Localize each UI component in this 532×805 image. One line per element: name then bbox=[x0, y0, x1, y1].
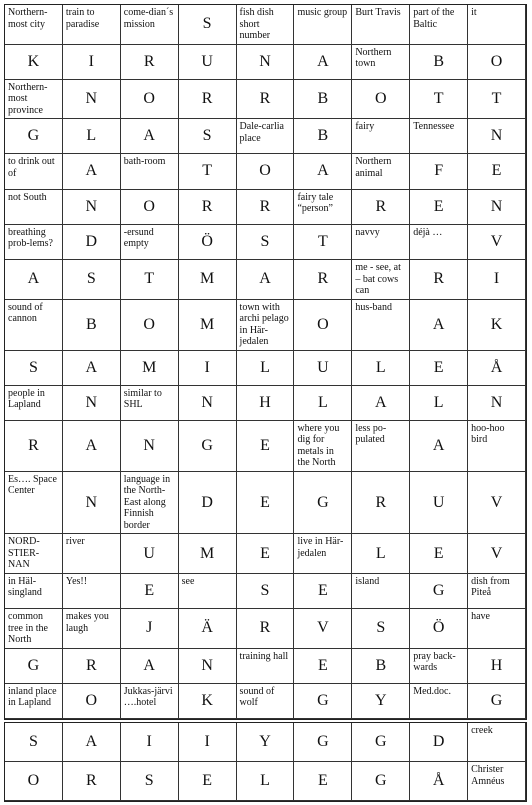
clue-cell[interactable]: NORD-STIER-NAN bbox=[5, 534, 63, 574]
letter-cell[interactable]: I bbox=[63, 45, 121, 80]
letter-cell[interactable]: B bbox=[352, 649, 410, 684]
letter-cell[interactable]: O bbox=[63, 684, 121, 719]
clue-cell[interactable]: pray back-wards bbox=[410, 649, 468, 684]
clue-cell[interactable]: Yes!! bbox=[63, 574, 121, 609]
letter-cell[interactable]: G bbox=[468, 684, 526, 719]
letter-cell[interactable]: U bbox=[179, 45, 237, 80]
letter-cell[interactable]: U bbox=[410, 472, 468, 535]
letter-cell[interactable]: N bbox=[179, 649, 237, 684]
clue-cell[interactable]: makes you laugh bbox=[63, 609, 121, 649]
letter-cell[interactable]: A bbox=[410, 421, 468, 472]
letter-cell[interactable]: V bbox=[468, 534, 526, 574]
clue-cell[interactable]: Northern-most province bbox=[5, 80, 63, 120]
letter-cell[interactable]: A bbox=[294, 45, 352, 80]
letter-cell[interactable]: R bbox=[179, 190, 237, 225]
letter-cell[interactable]: Ä bbox=[179, 609, 237, 649]
clue-cell[interactable]: breathing prob-lems? bbox=[5, 225, 63, 260]
clue-cell[interactable]: fairy tale “person” bbox=[294, 190, 352, 225]
letter-cell[interactable]: N bbox=[468, 119, 526, 154]
letter-cell[interactable]: M bbox=[179, 534, 237, 574]
clue-cell[interactable]: Northern animal bbox=[352, 154, 410, 189]
letter-cell[interactable]: A bbox=[63, 723, 121, 762]
letter-cell[interactable]: N bbox=[63, 472, 121, 535]
letter-cell[interactable]: L bbox=[294, 386, 352, 421]
letter-cell[interactable]: S bbox=[121, 762, 179, 801]
clue-cell[interactable]: Jukkas-järvi ….hotel bbox=[121, 684, 179, 719]
clue-cell[interactable]: Tennessee bbox=[410, 119, 468, 154]
letter-cell[interactable]: L bbox=[63, 119, 121, 154]
clue-cell[interactable]: fish dish short number bbox=[237, 5, 295, 45]
letter-cell[interactable]: E bbox=[410, 534, 468, 574]
letter-cell[interactable]: G bbox=[294, 723, 352, 762]
letter-cell[interactable]: N bbox=[63, 80, 121, 120]
letter-cell[interactable]: E bbox=[237, 472, 295, 535]
clue-cell[interactable]: not South bbox=[5, 190, 63, 225]
letter-cell[interactable]: Y bbox=[352, 684, 410, 719]
letter-cell[interactable]: O bbox=[121, 80, 179, 120]
letter-cell[interactable]: K bbox=[5, 45, 63, 80]
clue-cell[interactable]: come-dian´s mission bbox=[121, 5, 179, 45]
clue-cell[interactable]: music group bbox=[294, 5, 352, 45]
letter-cell[interactable]: S bbox=[237, 225, 295, 260]
letter-cell[interactable]: E bbox=[410, 190, 468, 225]
letter-cell[interactable]: F bbox=[410, 154, 468, 189]
letter-cell[interactable]: R bbox=[237, 190, 295, 225]
letter-cell[interactable]: R bbox=[410, 260, 468, 300]
clue-cell[interactable]: people in Lapland bbox=[5, 386, 63, 421]
clue-cell[interactable]: island bbox=[352, 574, 410, 609]
letter-cell[interactable]: U bbox=[121, 534, 179, 574]
letter-cell[interactable]: E bbox=[237, 421, 295, 472]
letter-cell[interactable]: T bbox=[468, 80, 526, 120]
clue-cell[interactable]: to drink out of bbox=[5, 154, 63, 189]
clue-cell[interactable]: in Häl-singland bbox=[5, 574, 63, 609]
clue-cell[interactable]: Christer Amnéus bbox=[468, 762, 526, 801]
letter-cell[interactable]: Y bbox=[237, 723, 295, 762]
clue-cell[interactable]: where you dig for metals in the North bbox=[294, 421, 352, 472]
letter-cell[interactable]: N bbox=[468, 190, 526, 225]
clue-cell[interactable]: town with archi pelago in Här-jedalen bbox=[237, 300, 295, 351]
letter-cell[interactable]: O bbox=[352, 80, 410, 120]
letter-cell[interactable]: T bbox=[121, 260, 179, 300]
clue-cell[interactable]: language in the North-East along Finnish border bbox=[121, 472, 179, 535]
letter-cell[interactable]: K bbox=[468, 300, 526, 351]
letter-cell[interactable]: G bbox=[5, 119, 63, 154]
clue-cell[interactable]: dish from Piteå bbox=[468, 574, 526, 609]
letter-cell[interactable]: A bbox=[237, 260, 295, 300]
clue-cell[interactable]: creek bbox=[468, 723, 526, 762]
clue-cell[interactable]: part of the Baltic bbox=[410, 5, 468, 45]
letter-cell[interactable]: R bbox=[63, 649, 121, 684]
clue-cell[interactable]: Dale-carlia place bbox=[237, 119, 295, 154]
letter-cell[interactable]: E bbox=[121, 574, 179, 609]
letter-cell[interactable]: M bbox=[121, 351, 179, 386]
clue-cell[interactable]: Med.doc. bbox=[410, 684, 468, 719]
letter-cell[interactable]: A bbox=[63, 154, 121, 189]
letter-cell[interactable]: L bbox=[410, 386, 468, 421]
clue-cell[interactable]: inland place in Lapland bbox=[5, 684, 63, 719]
letter-cell[interactable]: B bbox=[410, 45, 468, 80]
letter-cell[interactable]: R bbox=[237, 80, 295, 120]
letter-cell[interactable]: R bbox=[121, 45, 179, 80]
clue-cell[interactable]: Es…. Space Center bbox=[5, 472, 63, 535]
letter-cell[interactable]: V bbox=[468, 472, 526, 535]
clue-cell[interactable]: it bbox=[468, 5, 526, 45]
letter-cell[interactable]: Å bbox=[410, 762, 468, 801]
letter-cell[interactable]: R bbox=[5, 421, 63, 472]
letter-cell[interactable]: R bbox=[352, 472, 410, 535]
crossword-footer-grid bbox=[4, 722, 527, 802]
letter-cell[interactable]: M bbox=[179, 300, 237, 351]
letter-cell[interactable]: A bbox=[352, 386, 410, 421]
clue-cell[interactable]: train to paradise bbox=[63, 5, 121, 45]
clue-cell[interactable]: bath-room bbox=[121, 154, 179, 189]
letter-cell[interactable]: H bbox=[468, 649, 526, 684]
letter-cell[interactable]: R bbox=[294, 260, 352, 300]
letter-cell[interactable]: A bbox=[63, 351, 121, 386]
letter-cell[interactable]: G bbox=[179, 421, 237, 472]
letter-cell[interactable]: L bbox=[352, 351, 410, 386]
letter-cell[interactable]: T bbox=[410, 80, 468, 120]
clue-cell[interactable]: similar to SHL bbox=[121, 386, 179, 421]
letter-cell[interactable]: A bbox=[121, 649, 179, 684]
letter-cell[interactable]: N bbox=[468, 386, 526, 421]
letter-cell[interactable]: L bbox=[237, 762, 295, 801]
letter-cell[interactable]: E bbox=[237, 534, 295, 574]
clue-cell[interactable]: hoo-hoo bird bbox=[468, 421, 526, 472]
clue-cell[interactable]: me - see, at – bat cows can bbox=[352, 260, 410, 300]
letter-cell[interactable]: O bbox=[468, 45, 526, 80]
clue-cell[interactable]: training hall bbox=[237, 649, 295, 684]
letter-cell[interactable]: M bbox=[179, 260, 237, 300]
letter-cell[interactable]: Ö bbox=[179, 225, 237, 260]
letter-cell[interactable]: I bbox=[179, 351, 237, 386]
letter-cell[interactable]: D bbox=[410, 723, 468, 762]
letter-cell[interactable]: S bbox=[5, 351, 63, 386]
clue-cell[interactable]: Burt Travis bbox=[352, 5, 410, 45]
clue-cell[interactable]: fairy bbox=[352, 119, 410, 154]
letter-cell[interactable]: L bbox=[352, 534, 410, 574]
clue-cell[interactable]: hus-band bbox=[352, 300, 410, 351]
letter-cell[interactable]: E bbox=[410, 351, 468, 386]
letter-cell[interactable]: A bbox=[5, 260, 63, 300]
letter-cell[interactable]: N bbox=[63, 190, 121, 225]
letter-cell[interactable]: S bbox=[63, 260, 121, 300]
letter-cell[interactable]: G bbox=[352, 762, 410, 801]
letter-cell[interactable]: A bbox=[294, 154, 352, 189]
clue-cell[interactable]: river bbox=[63, 534, 121, 574]
clue-cell[interactable]: sound of cannon bbox=[5, 300, 63, 351]
letter-cell[interactable]: Ö bbox=[410, 609, 468, 649]
clue-cell[interactable]: Northern-most city bbox=[5, 5, 63, 45]
letter-cell[interactable]: G bbox=[5, 649, 63, 684]
clue-cell[interactable]: Northern town bbox=[352, 45, 410, 80]
letter-cell[interactable]: O bbox=[237, 154, 295, 189]
letter-cell[interactable]: R bbox=[63, 762, 121, 801]
letter-cell[interactable]: D bbox=[179, 472, 237, 535]
letter-cell[interactable]: Å bbox=[468, 351, 526, 386]
letter-cell[interactable]: A bbox=[410, 300, 468, 351]
letter-cell[interactable]: D bbox=[63, 225, 121, 260]
crossword-grid bbox=[4, 4, 527, 720]
letter-cell[interactable]: S bbox=[5, 723, 63, 762]
letter-cell[interactable]: R bbox=[179, 80, 237, 120]
letter-cell[interactable]: E bbox=[179, 762, 237, 801]
letter-cell[interactable]: N bbox=[121, 421, 179, 472]
clue-cell[interactable]: navvy bbox=[352, 225, 410, 260]
letter-cell[interactable]: A bbox=[121, 119, 179, 154]
letter-cell[interactable]: E bbox=[294, 762, 352, 801]
letter-cell[interactable]: L bbox=[237, 351, 295, 386]
clue-cell[interactable]: sound of wolf bbox=[237, 684, 295, 719]
letter-cell[interactable]: E bbox=[468, 154, 526, 189]
letter-cell[interactable]: G bbox=[294, 472, 352, 535]
letter-cell[interactable]: B bbox=[294, 119, 352, 154]
letter-cell[interactable]: T bbox=[179, 154, 237, 189]
clue-cell[interactable]: live in Här-jedalen bbox=[294, 534, 352, 574]
letter-cell[interactable]: E bbox=[294, 649, 352, 684]
clue-cell[interactable]: have bbox=[468, 609, 526, 649]
letter-cell[interactable]: O bbox=[121, 190, 179, 225]
letter-cell[interactable]: N bbox=[63, 386, 121, 421]
letter-cell[interactable]: U bbox=[294, 351, 352, 386]
letter-cell[interactable]: K bbox=[179, 684, 237, 719]
letter-cell[interactable]: S bbox=[179, 119, 237, 154]
letter-cell[interactable]: I bbox=[468, 260, 526, 300]
letter-cell[interactable]: T bbox=[294, 225, 352, 260]
clue-cell[interactable]: -ersund empty bbox=[121, 225, 179, 260]
letter-cell[interactable]: E bbox=[294, 574, 352, 609]
letter-cell[interactable]: I bbox=[121, 723, 179, 762]
letter-cell[interactable]: R bbox=[237, 609, 295, 649]
letter-cell[interactable]: G bbox=[294, 684, 352, 719]
letter-cell[interactable]: O bbox=[121, 300, 179, 351]
letter-cell[interactable]: O bbox=[5, 762, 63, 801]
letter-cell[interactable]: N bbox=[179, 386, 237, 421]
clue-cell[interactable]: déjà … bbox=[410, 225, 468, 260]
letter-cell[interactable]: I bbox=[179, 723, 237, 762]
letter-cell[interactable]: J bbox=[121, 609, 179, 649]
letter-cell[interactable]: R bbox=[352, 190, 410, 225]
letter-cell[interactable]: B bbox=[294, 80, 352, 120]
letter-cell[interactable]: S bbox=[352, 609, 410, 649]
letter-cell[interactable]: V bbox=[468, 225, 526, 260]
letter-cell[interactable]: G bbox=[352, 723, 410, 762]
letter-cell[interactable]: B bbox=[63, 300, 121, 351]
clue-cell[interactable]: less po-pulated bbox=[352, 421, 410, 472]
letter-cell[interactable]: V bbox=[294, 609, 352, 649]
letter-cell[interactable]: S bbox=[179, 5, 237, 45]
letter-cell[interactable]: O bbox=[294, 300, 352, 351]
letter-cell[interactable]: A bbox=[63, 421, 121, 472]
clue-cell[interactable]: common tree in the North bbox=[5, 609, 63, 649]
letter-cell[interactable]: G bbox=[410, 574, 468, 609]
letter-cell[interactable]: S bbox=[237, 574, 295, 609]
letter-cell[interactable]: N bbox=[237, 45, 295, 80]
clue-cell[interactable]: see bbox=[179, 574, 237, 609]
letter-cell[interactable]: H bbox=[237, 386, 295, 421]
